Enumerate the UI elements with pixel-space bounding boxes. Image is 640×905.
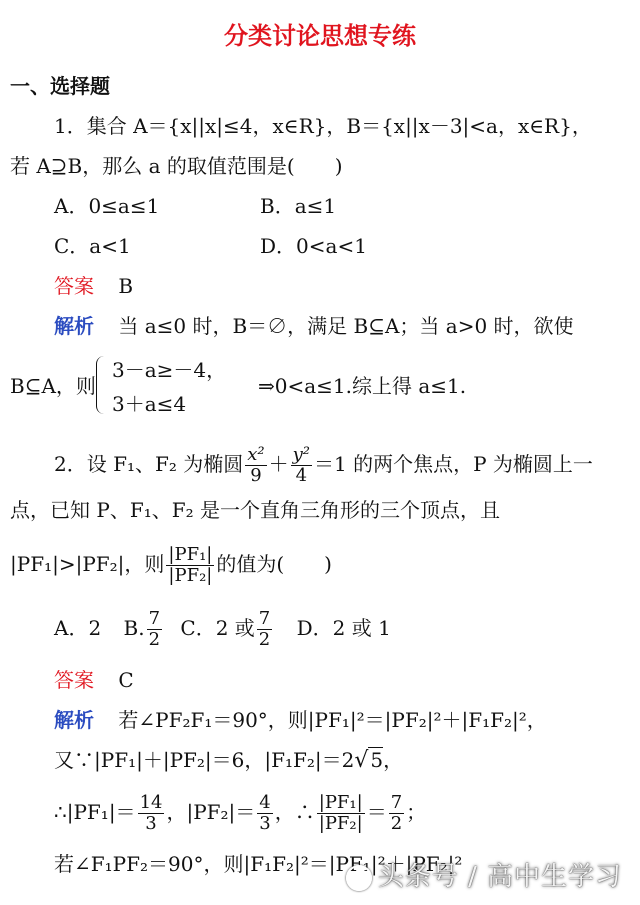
q2-option-b: B. — [123, 616, 145, 640]
q2-analysis2-pre: 又∵|PF₁|＋|PF₂|＝6，|F₁F₂|＝2 — [54, 748, 355, 772]
frac-den: 9 — [250, 465, 262, 486]
q2-option-a: A．2 — [54, 616, 102, 640]
page-title: 分类讨论思想专练 — [224, 22, 416, 50]
frac-num: |PF₁| — [318, 792, 363, 813]
fraction-14-3 — [138, 793, 165, 834]
frac-num: |PF₁| — [168, 544, 213, 565]
frac-num: y² — [292, 444, 310, 465]
frac-den: |PF₂| — [168, 565, 213, 586]
q2-answer-label: 答案 — [54, 668, 94, 692]
q2-analysis-text: 若∠PF₂F₁＝90°，则|PF₁|²＝|PF₂|²＋|F₁F₂|²， — [118, 708, 547, 732]
fraction-pf1-pf2-ratio — [317, 793, 365, 834]
frac-den: 3 — [145, 813, 157, 834]
frac-den: 2 — [390, 813, 403, 834]
a3-mid2: ，∴ — [274, 800, 315, 824]
q2-answer-value: C — [118, 668, 134, 692]
q1-analysis-row — [54, 312, 574, 340]
frac-den: |PF₂| — [318, 813, 363, 834]
q2-option-d: D．2 或 1 — [296, 616, 391, 640]
q1-option-d: D．0<a<1 — [260, 234, 367, 258]
q2-analysis-line3 — [54, 788, 426, 836]
frac-num: 4 — [259, 792, 271, 813]
q2-line3-pre: |PF₁|>|PF₂|，则 — [10, 552, 165, 576]
q2-answer-row — [54, 666, 134, 694]
q1-analysis-label: 解析 — [54, 314, 94, 338]
fraction-4-3 — [257, 793, 272, 834]
frac-num: 7 — [148, 608, 161, 629]
a3-mid: ，|PF₂|＝ — [166, 800, 256, 824]
fraction-7-2 — [147, 609, 162, 650]
frac-den: 4 — [295, 465, 308, 486]
q2-analysis-line4: 若∠F₁PF₂＝90°，则|F₁F₂|²＝|PF₁|²＋|PF₂|² — [54, 852, 463, 876]
q2-analysis2-post: ， — [383, 748, 404, 772]
q1-answer-value: B — [118, 274, 134, 298]
system-line-2: 3＋a≤4 — [112, 392, 187, 416]
fraction-y2-4 — [291, 445, 312, 486]
q1-stem-line1: 1．集合 A＝{x||x|≤4，x∈R}，B＝{x||x－3|<a，x∈R}， — [54, 114, 592, 138]
q2-analysis-line2 — [54, 746, 403, 775]
a3-pre: ∴|PF₁|＝ — [54, 800, 136, 824]
watermark-logo-icon — [346, 865, 372, 891]
frac-den: 2 — [258, 629, 271, 650]
sqrt-symbol: √ — [354, 748, 369, 773]
frac-num: x² — [247, 444, 265, 465]
watermark-text: 头条号 / 高中生学习 — [377, 862, 622, 892]
system-brace — [96, 356, 107, 414]
q1-stem-line2: 若 A⊇B，那么 a 的取值范围是( ) — [10, 154, 343, 178]
fraction-pf1-pf2 — [166, 545, 214, 586]
fraction-x2-9 — [245, 445, 266, 486]
a3-end: ； — [406, 800, 427, 824]
plus-sign: ＋ — [268, 452, 289, 476]
system-line-1: 3－a≥－4， — [112, 358, 227, 382]
frac-den: 3 — [259, 813, 271, 834]
q2-analysis-row — [54, 706, 547, 734]
frac-num: 7 — [258, 608, 271, 629]
q2-stem-line2: 点，已知 P、F₁、F₂ 是一个直角三角形的三个顶点，且 — [10, 498, 500, 522]
frac-num: 14 — [139, 792, 163, 813]
frac-num: 7 — [390, 792, 403, 813]
q2-stem-post: ＝1 的两个焦点，P 为椭圆上一 — [314, 452, 593, 476]
q1-option-b: B．a≤1 — [260, 194, 337, 218]
q1-option-c: C．a<1 — [54, 234, 131, 258]
watermark — [346, 856, 622, 893]
section-heading: 一、选择题 — [10, 74, 110, 98]
fraction-7-2 — [257, 609, 272, 650]
fraction-7-2-result — [389, 793, 404, 834]
q2-stem-pre: 2．设 F₁、F₂ 为椭圆 — [54, 452, 244, 476]
q1-analysis2-post: ⇒0<a≤1.综上得 a≤1. — [258, 374, 467, 398]
sqrt-radicand: 5 — [370, 748, 384, 772]
q1-analysis-text: 当 a≤0 时，B＝∅，满足 B⊆A；当 a>0 时，欲使 — [118, 314, 574, 338]
q1-answer-label: 答案 — [54, 274, 94, 298]
q1-analysis2-pre: B⊆A，则 — [10, 374, 96, 398]
q2-options-row — [54, 604, 391, 652]
q2-stem-line3 — [10, 540, 332, 588]
q1-option-a: A．0≤a≤1 — [54, 194, 160, 218]
q2-option-c: C．2 或 — [180, 616, 255, 640]
q2-analysis-label: 解析 — [54, 708, 94, 732]
a3-eq: ＝ — [366, 800, 387, 824]
q1-answer-row — [54, 272, 133, 300]
q2-line3-post: 的值为( ) — [216, 552, 332, 576]
frac-den: 2 — [148, 629, 161, 650]
q2-stem-line1 — [54, 440, 593, 488]
